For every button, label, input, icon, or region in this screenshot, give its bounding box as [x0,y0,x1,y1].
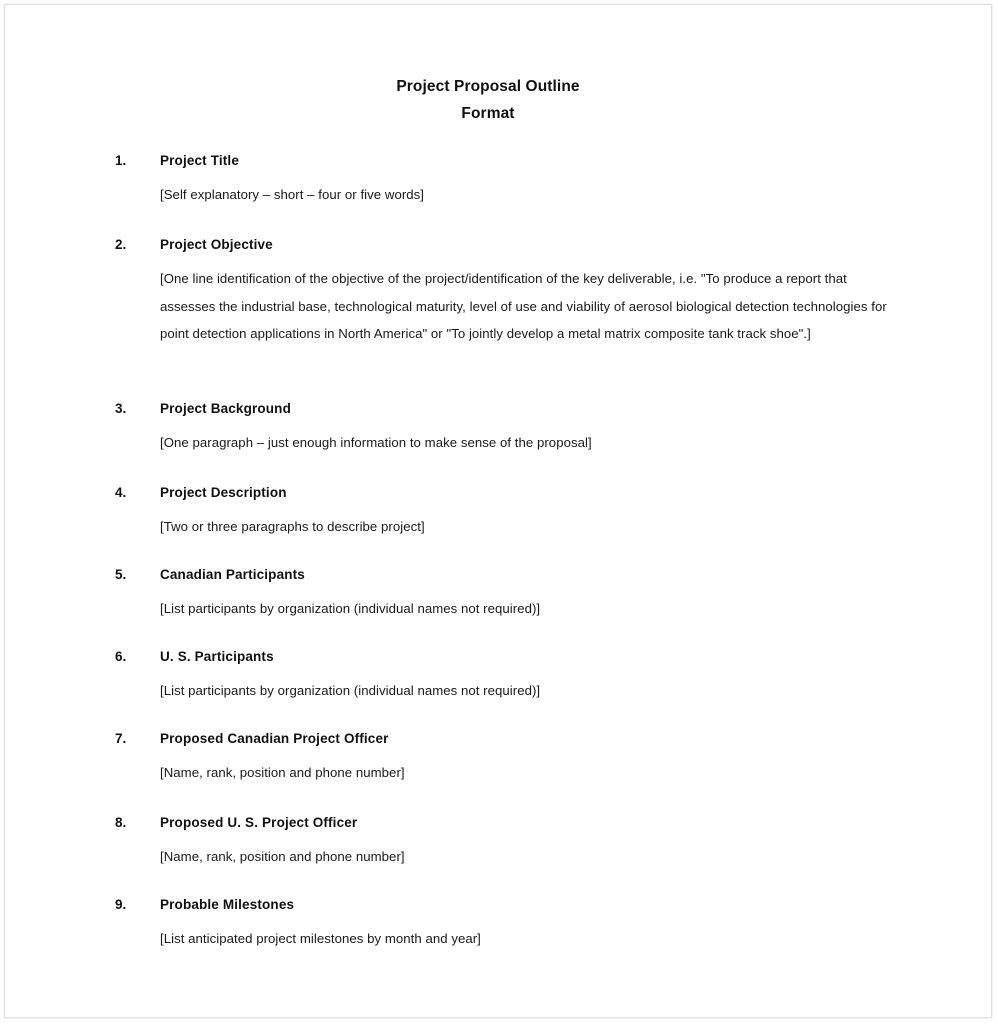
outline-item-heading-row [115,485,915,507]
outline-item-heading-row [115,237,915,259]
outline-item-heading: Project Title [160,153,239,168]
outline-item-heading-row [115,731,915,753]
outline-item-body: [Name, rank, position and phone number] [160,849,405,864]
outline-item-number: 8. [115,815,127,830]
document-body [5,5,991,1017]
outline-item [115,897,915,953]
outline-item-heading: U. S. Participants [160,649,274,664]
outline-item-heading: Project Objective [160,237,273,252]
outline-item-number: 1. [115,153,127,168]
outline-item [115,649,915,705]
outline-item-heading-row [115,815,915,837]
outline-item-number: 3. [115,401,127,416]
page-title-line-1: Project Proposal Outline [396,78,580,95]
outline-item-heading-row [115,567,915,589]
outline-item-body: [Two or three paragraphs to describe project] [160,519,425,534]
outline-item-heading-row [115,401,915,423]
outline-item-heading: Project Background [160,401,291,416]
outline-item [115,153,915,209]
outline-item [115,401,915,457]
outline-item-body: [List anticipated project milestones by month and year] [160,931,481,946]
outline-item-heading: Canadian Participants [160,567,305,582]
outline-item-body: [One paragraph – just enough information to make sense of the proposal] [160,435,592,450]
page-title-line-2: Format [461,105,515,122]
outline-item [115,485,915,541]
outline-item [115,815,915,871]
outline-item-number: 4. [115,485,127,500]
outline-item [115,731,915,787]
outline-item-body: [Name, rank, position and phone number] [160,765,405,780]
outline-item-body: [Self explanatory – short – four or five words] [160,187,425,202]
outline-item-heading-row [115,649,915,671]
outline-item-heading-row [115,897,915,919]
outline-item-number: 2. [115,237,127,252]
outline-item-body: [List participants by organization (individual names not required)] [160,601,541,616]
outline-item-number: 9. [115,897,127,912]
document-page [4,4,992,1018]
document-title-block [5,73,971,127]
outline-item-number: 7. [115,731,127,746]
outline-item-body: [One line identification of the objective of the project/identification of the key deliverable, i.e. "To produce a report that assesses the industrial base, technological maturity, level of use and viability of aerosol biological detection technologies for point detection applications in North America" or "To jointly develop a metal matrix composite tank track shoe".] [160,271,887,341]
outline-item-number: 5. [115,567,127,582]
outline-item-heading-row [115,153,915,175]
outline-item-heading: Proposed Canadian Project Officer [160,731,389,746]
outline-item-body: [List participants by organization (individual names not required)] [160,683,541,698]
outline-item [115,567,915,623]
outline-item-heading: Probable Milestones [160,897,295,912]
outline-item-heading: Project Description [160,485,287,500]
outline-item [115,237,915,348]
outline-item-heading: Proposed U. S. Project Officer [160,815,358,830]
outline-item-number: 6. [115,649,127,664]
